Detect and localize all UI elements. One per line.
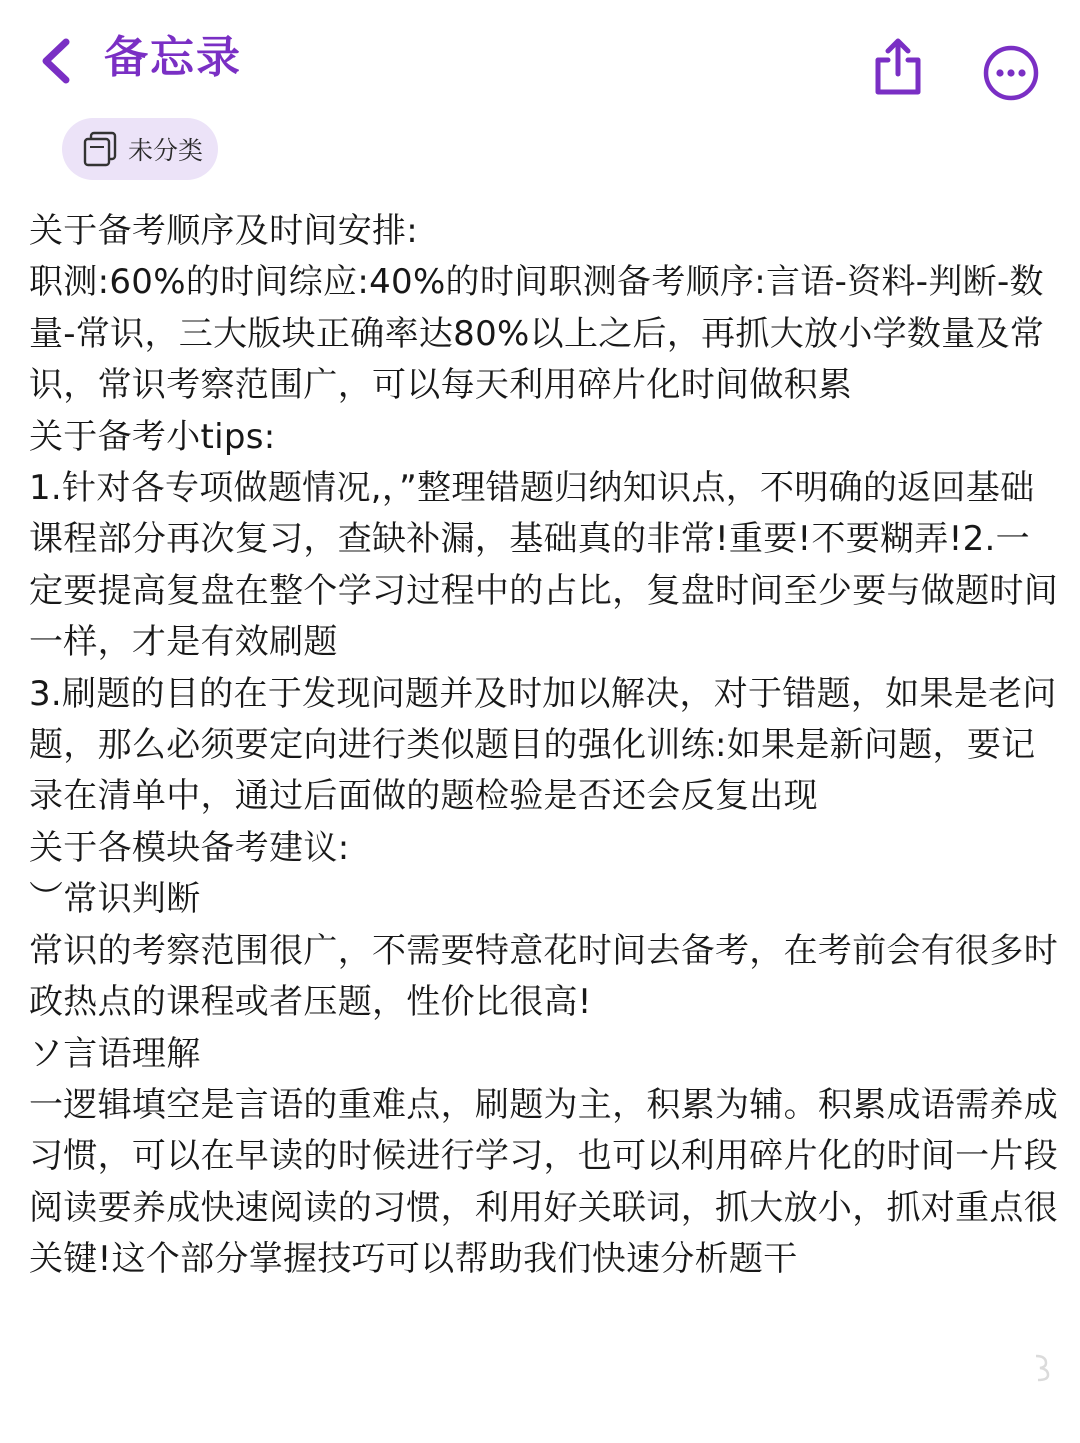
note-paragraph: 3.刷题的目的在于发现问题并及时加以解决，对于错题，如果是老问题，那么必须要定向进行类似题目的强化训练:如果是新问题，要记录在清单中，通过后面做的题检验是否还会反复出现 [29, 673, 1057, 817]
note-paragraph: 关于备考小tips: [29, 416, 276, 457]
more-button[interactable] [982, 44, 1040, 102]
more-horizontal-icon [982, 44, 1040, 102]
share-button[interactable] [868, 36, 928, 98]
note-paragraph: 常识的考察范围很广，不需要特意花时间去备考，在考前会有很多时政热点的课程或者压题，性价比很高! [29, 930, 1058, 1023]
watermark-icon [1030, 1352, 1052, 1382]
page-title: 备忘录 [104, 32, 242, 83]
note-paragraph: ︶常识判断 [29, 879, 201, 920]
category-label: 未分类 [128, 136, 204, 165]
note-paragraph: 1.针对各专项做题情况,，”整理错题归纳知识点，不明确的返回基础课程部分再次复习，查缺补漏，基础真的非常!重要!不要糊弄!2.一定要提高复盘在整个学习过程中的占比，复盘时间至少要与做题时间一样，才是有效刷题 [29, 468, 1058, 663]
note-paragraph: 关于备考顺序及时间安排: [29, 211, 419, 251]
note-paragraph: 职测:60%的时间综应:40%的时间职测备考顺序:言语-资料-判断-数量-常识，三大版块正确率达80%以上之后，再抓大放小学数量及常识，常识考察范围广，可以每天利用碎片化时间做积累 [29, 262, 1045, 406]
folder-stack-icon [80, 129, 120, 169]
chevron-left-icon [34, 34, 78, 88]
top-bar [0, 0, 1080, 110]
category-chip[interactable] [62, 118, 218, 180]
note-paragraph: 一逻辑填空是言语的重难点，刷题为主，积累为辅。积累成语需养成习惯，可以在早读的时候进行学习，也可以利用碎片化的时间一片段阅读要养成快速阅读的习惯，利用好关联词，抓大放小，抓对重点很关键!这个部分掌握技巧可以帮助我们快速分析题干 [29, 1084, 1058, 1280]
note-content[interactable] [29, 206, 1064, 1286]
note-paragraph: ソ言语理解 [29, 1033, 201, 1074]
note-paragraph: 关于各模块备考建议: [29, 827, 350, 868]
back-button[interactable] [34, 34, 78, 88]
share-icon [868, 36, 928, 98]
